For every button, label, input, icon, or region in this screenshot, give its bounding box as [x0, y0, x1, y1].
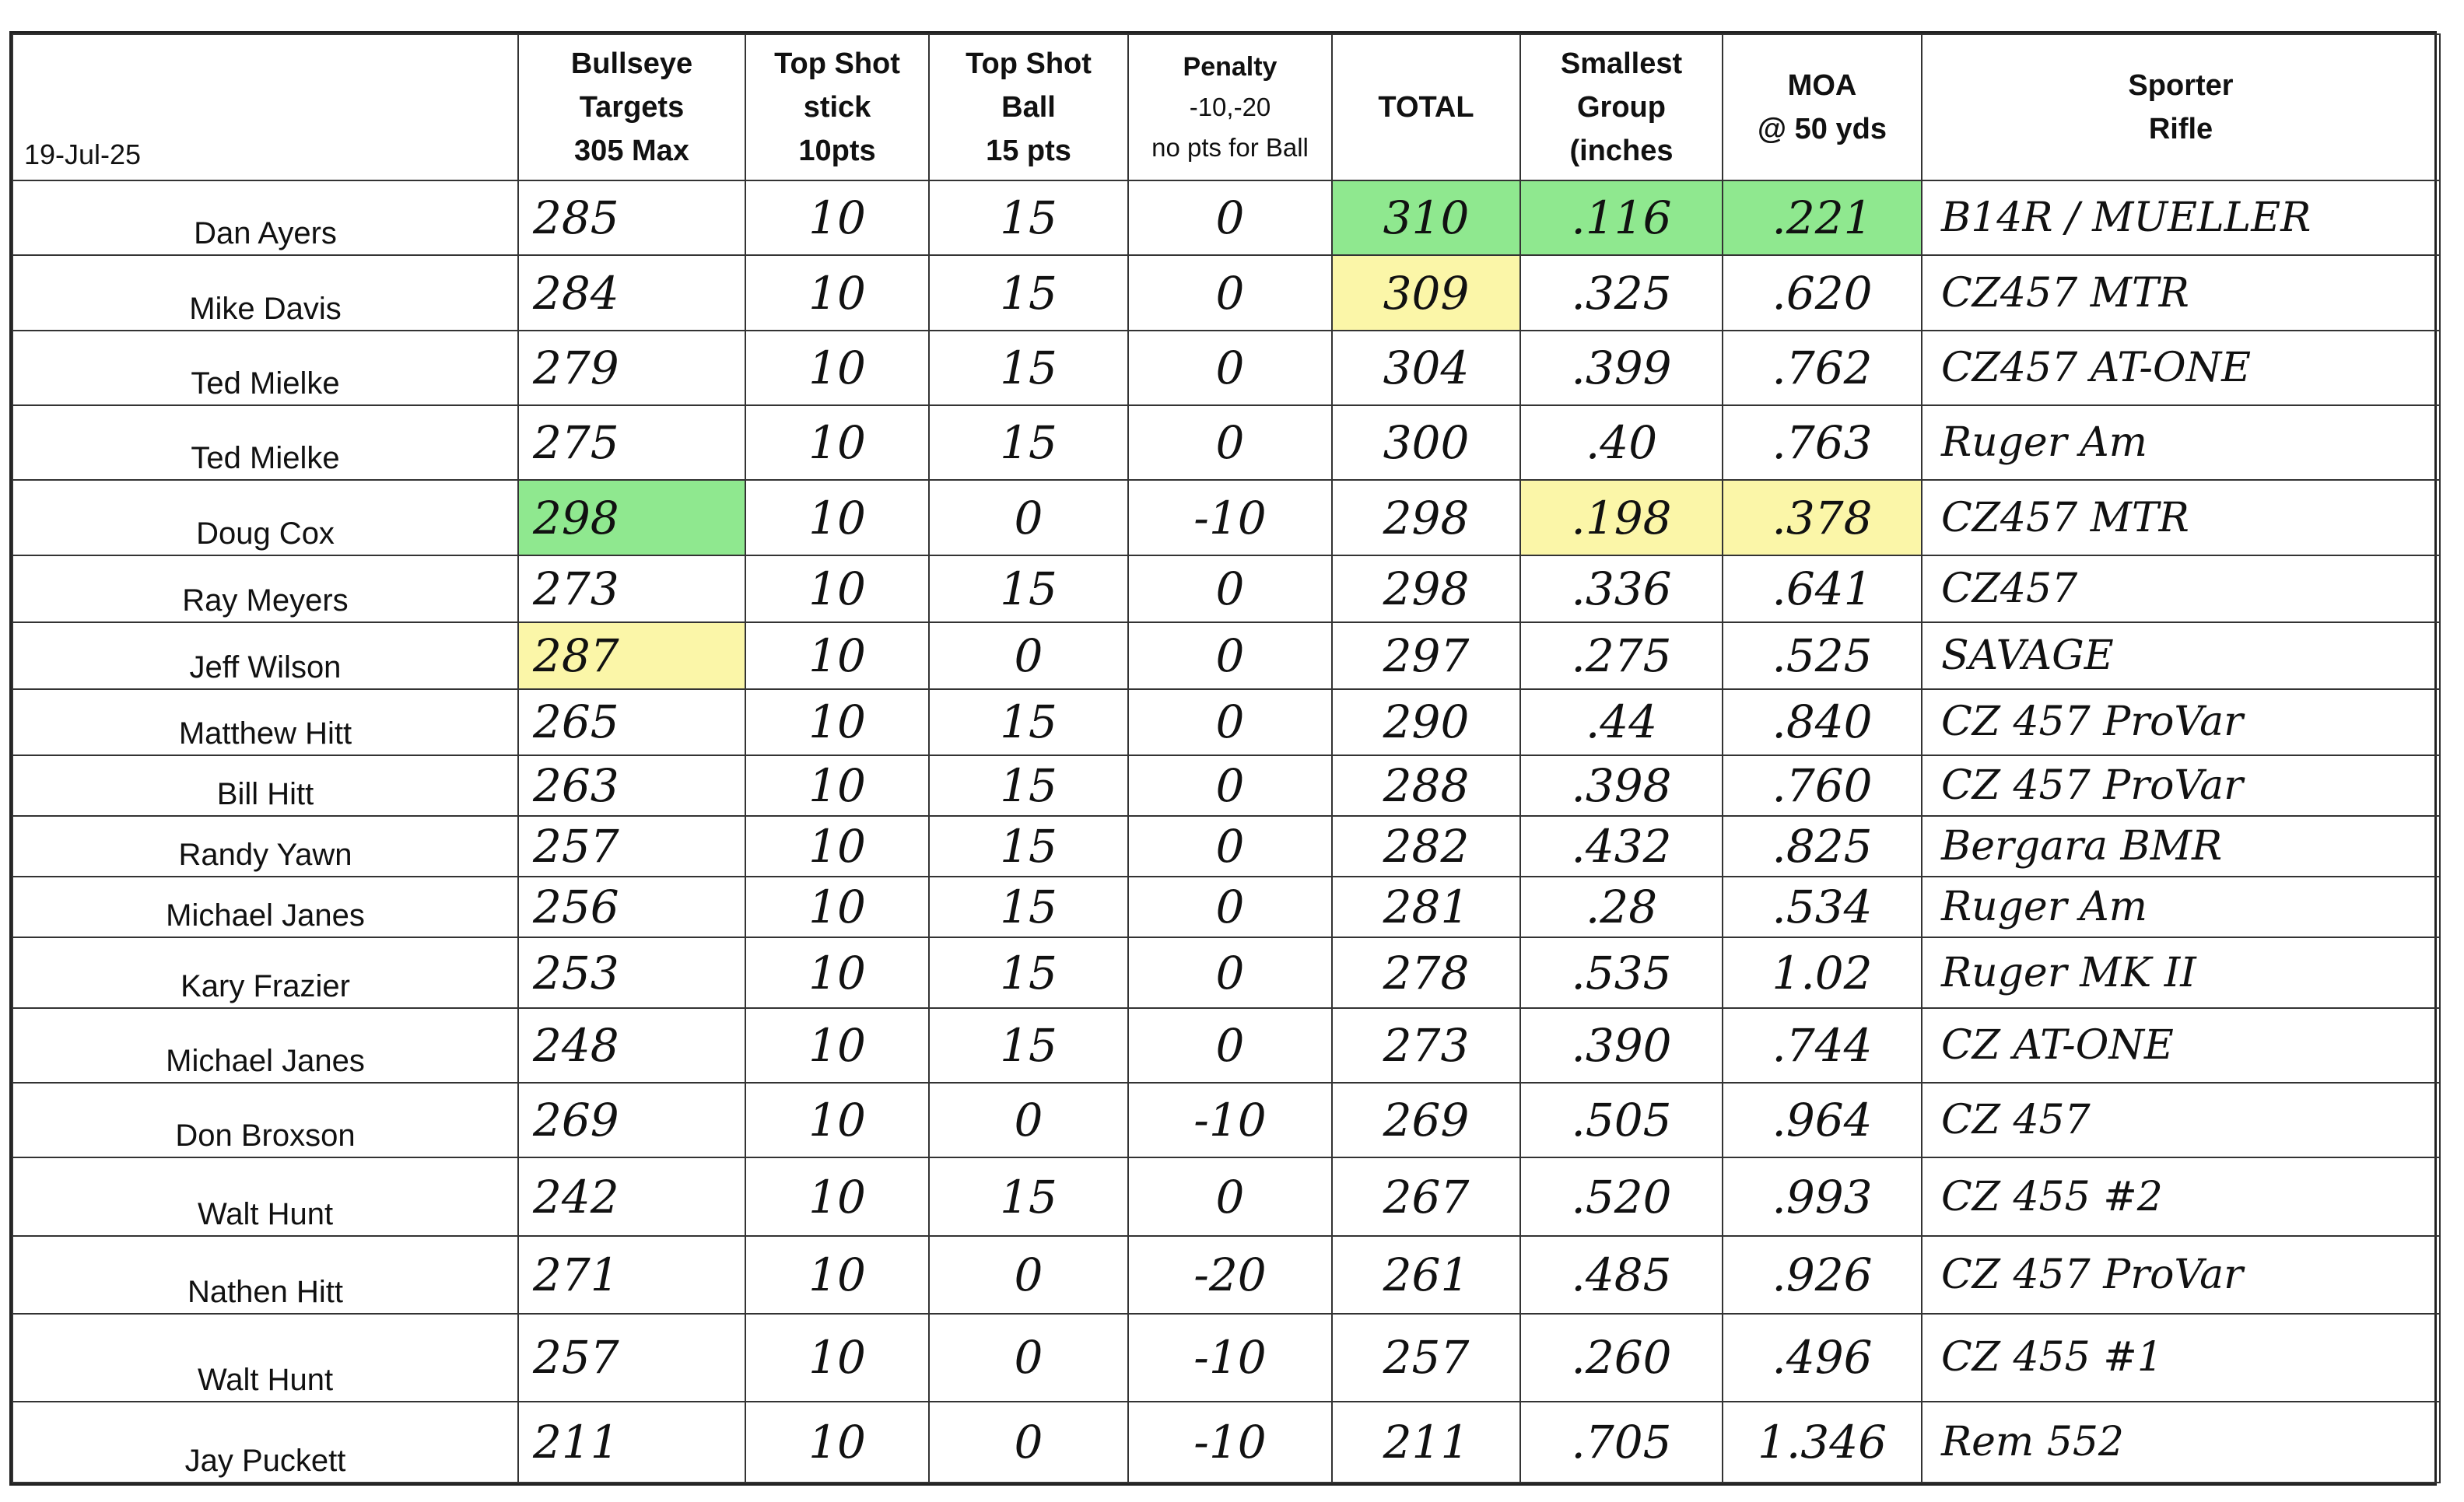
sporter-rifle: CZ 457 ProVar	[1922, 1236, 2440, 1314]
total-score: 273	[1332, 1008, 1520, 1083]
header-line: TOTAL	[1378, 91, 1474, 124]
sporter-rifle: CZ 457 ProVar	[1922, 755, 2440, 816]
moa-value: .926	[1723, 1236, 1922, 1314]
moa-value: .825	[1723, 816, 1922, 877]
shooter-name: Ted Mielke	[12, 331, 518, 405]
penalty-value: 0	[1128, 1008, 1332, 1083]
shooter-name: Kary Frazier	[12, 937, 518, 1007]
total-score: 269	[1332, 1083, 1520, 1157]
top-shot-stick: 10	[745, 480, 929, 555]
shooter-name: Ray Meyers	[12, 555, 518, 622]
sporter-rifle: CZ457 MTR	[1922, 255, 2440, 330]
smallest-group: .398	[1520, 755, 1723, 816]
table-row	[12, 877, 2440, 937]
score-sheet	[9, 31, 2437, 1486]
penalty-value: -10	[1128, 1314, 1332, 1401]
top-shot-stick: 10	[745, 877, 929, 937]
penalty-value: 0	[1128, 255, 1332, 330]
moa-value: .840	[1723, 689, 1922, 755]
sporter-rifle: SAVAGE	[1922, 622, 2440, 689]
shooter-name: Don Broxson	[12, 1083, 518, 1157]
header-line: MOA	[1787, 69, 1857, 102]
smallest-group: .505	[1520, 1083, 1723, 1157]
bullseye-score: 285	[518, 180, 745, 255]
table-row	[12, 480, 2440, 555]
bullseye-score: 273	[518, 555, 745, 622]
top-shot-stick: 10	[745, 816, 929, 877]
header-line: Ball	[1001, 91, 1056, 124]
bullseye-score: 256	[518, 877, 745, 937]
bullseye-score: 263	[518, 755, 745, 816]
moa-value: .221	[1723, 180, 1922, 255]
top-shot-stick: 10	[745, 1402, 929, 1483]
bullseye-score: 284	[518, 255, 745, 330]
bullseye-score: 287	[518, 622, 745, 689]
total-score: 261	[1332, 1236, 1520, 1314]
table-row	[12, 1314, 2440, 1401]
header-line: Bullseye	[570, 47, 693, 80]
table-row	[12, 816, 2440, 877]
header-line: (inches	[1569, 135, 1674, 167]
total-score: 281	[1332, 877, 1520, 937]
table-row	[12, 937, 2440, 1007]
moa-value: .762	[1723, 331, 1922, 405]
penalty-value: 0	[1128, 622, 1332, 689]
moa-value: 1.346	[1723, 1402, 1922, 1483]
smallest-group: .28	[1520, 877, 1723, 937]
top-shot-ball: 15	[929, 937, 1128, 1007]
bullseye-score: 265	[518, 689, 745, 755]
table-row	[12, 405, 2440, 480]
sporter-rifle: Bergara BMR	[1922, 816, 2440, 877]
top-shot-stick: 10	[745, 1157, 929, 1235]
shooter-name: Ted Mielke	[12, 405, 518, 480]
sporter-rifle: Ruger Am	[1922, 877, 2440, 937]
top-shot-ball: 0	[929, 1236, 1128, 1314]
top-shot-ball: 0	[929, 1402, 1128, 1483]
moa-value: .763	[1723, 405, 1922, 480]
header-ball	[929, 34, 1128, 180]
sporter-rifle: CZ AT-ONE	[1922, 1008, 2440, 1083]
top-shot-ball: 15	[929, 331, 1128, 405]
table-row	[12, 1008, 2440, 1083]
table-row	[12, 1083, 2440, 1157]
bullseye-score: 269	[518, 1083, 745, 1157]
table-row	[12, 180, 2440, 255]
table-row	[12, 622, 2440, 689]
smallest-group: .399	[1520, 331, 1723, 405]
header-total	[1332, 34, 1520, 180]
penalty-value: 0	[1128, 877, 1332, 937]
penalty-value: 0	[1128, 405, 1332, 480]
bullseye-score: 275	[518, 405, 745, 480]
sporter-rifle: CZ457 MTR	[1922, 480, 2440, 555]
table-row	[12, 755, 2440, 816]
top-shot-stick: 10	[745, 331, 929, 405]
bullseye-score: 242	[518, 1157, 745, 1235]
shooter-name: Matthew Hitt	[12, 689, 518, 755]
bullseye-score: 279	[518, 331, 745, 405]
penalty-value: 0	[1128, 180, 1332, 255]
top-shot-stick: 10	[745, 405, 929, 480]
smallest-group: .520	[1520, 1157, 1723, 1235]
total-score: 278	[1332, 937, 1520, 1007]
header-line: @ 50 yds	[1758, 113, 1887, 145]
total-score: 288	[1332, 755, 1520, 816]
sporter-rifle: CZ 457 ProVar	[1922, 689, 2440, 755]
top-shot-ball: 0	[929, 480, 1128, 555]
bullseye-score: 271	[518, 1236, 745, 1314]
shooter-name: Doug Cox	[12, 480, 518, 555]
penalty-value: 0	[1128, 555, 1332, 622]
top-shot-ball: 0	[929, 622, 1128, 689]
moa-value: .744	[1723, 1008, 1922, 1083]
top-shot-stick: 10	[745, 555, 929, 622]
header-line: Rifle	[2148, 113, 2213, 145]
total-score: 297	[1332, 622, 1520, 689]
header-line: stick	[803, 91, 871, 124]
shooter-name: Walt Hunt	[12, 1157, 518, 1235]
table-row	[12, 1157, 2440, 1235]
penalty-value: 0	[1128, 689, 1332, 755]
sporter-rifle: CZ 455 #1	[1922, 1314, 2440, 1401]
penalty-value: -10	[1128, 480, 1332, 555]
table-row	[12, 689, 2440, 755]
top-shot-stick: 10	[745, 1008, 929, 1083]
table-row	[12, 555, 2440, 622]
moa-value: .760	[1723, 755, 1922, 816]
shooter-name: Mike Davis	[12, 255, 518, 330]
table-row	[12, 1236, 2440, 1314]
top-shot-ball: 15	[929, 180, 1128, 255]
moa-value: .620	[1723, 255, 1922, 330]
header-stick	[745, 34, 929, 180]
bullseye-score: 211	[518, 1402, 745, 1483]
smallest-group: .40	[1520, 405, 1723, 480]
top-shot-ball: 15	[929, 255, 1128, 330]
top-shot-ball: 15	[929, 755, 1128, 816]
header-line: Top Shot	[966, 47, 1092, 80]
sporter-rifle: CZ457 AT-ONE	[1922, 331, 2440, 405]
smallest-group: .390	[1520, 1008, 1723, 1083]
top-shot-stick: 10	[745, 255, 929, 330]
smallest-group: .260	[1520, 1314, 1723, 1401]
bullseye-score: 253	[518, 937, 745, 1007]
smallest-group: .485	[1520, 1236, 1723, 1314]
sporter-rifle: B14R / MUELLER	[1922, 180, 2440, 255]
table-row	[12, 331, 2440, 405]
moa-value: .525	[1723, 622, 1922, 689]
header-line: no pts for Ball	[1151, 133, 1309, 162]
header-moa	[1723, 34, 1922, 180]
top-shot-ball: 0	[929, 1083, 1128, 1157]
total-score: 298	[1332, 480, 1520, 555]
moa-value: .378	[1723, 480, 1922, 555]
scores-table	[12, 33, 2441, 1483]
moa-value: .534	[1723, 877, 1922, 937]
total-score: 267	[1332, 1157, 1520, 1235]
shooter-name: Jeff Wilson	[12, 622, 518, 689]
total-score: 310	[1332, 180, 1520, 255]
shooter-name: Jay Puckett	[12, 1402, 518, 1483]
total-score: 257	[1332, 1314, 1520, 1401]
penalty-value: -10	[1128, 1083, 1332, 1157]
top-shot-stick: 10	[745, 1236, 929, 1314]
total-score: 211	[1332, 1402, 1520, 1483]
top-shot-stick: 10	[745, 937, 929, 1007]
shooter-name: Michael Janes	[12, 877, 518, 937]
top-shot-stick: 10	[745, 622, 929, 689]
shooter-name: Michael Janes	[12, 1008, 518, 1083]
total-score: 290	[1332, 689, 1520, 755]
smallest-group: .116	[1520, 180, 1723, 255]
sporter-rifle: Ruger MK II	[1922, 937, 2440, 1007]
smallest-group: .325	[1520, 255, 1723, 330]
moa-value: .993	[1723, 1157, 1922, 1235]
smallest-group: .535	[1520, 937, 1723, 1007]
total-score: 282	[1332, 816, 1520, 877]
header-line: Smallest	[1560, 47, 1683, 80]
smallest-group: .44	[1520, 689, 1723, 755]
smallest-group: .432	[1520, 816, 1723, 877]
sporter-rifle: Ruger Am	[1922, 405, 2440, 480]
bullseye-score: 298	[518, 480, 745, 555]
sporter-rifle: Rem 552	[1922, 1402, 2440, 1483]
header-line: 10pts	[798, 135, 876, 167]
sporter-rifle: CZ457	[1922, 555, 2440, 622]
smallest-group: .336	[1520, 555, 1723, 622]
top-shot-ball: 0	[929, 1314, 1128, 1401]
top-shot-ball: 15	[929, 816, 1128, 877]
penalty-value: 0	[1128, 937, 1332, 1007]
sporter-rifle: CZ 455 #2	[1922, 1157, 2440, 1235]
penalty-value: -20	[1128, 1236, 1332, 1314]
shooter-name: Bill Hitt	[12, 755, 518, 816]
top-shot-stick: 10	[745, 755, 929, 816]
bullseye-score: 248	[518, 1008, 745, 1083]
moa-value: 1.02	[1723, 937, 1922, 1007]
top-shot-ball: 15	[929, 405, 1128, 480]
shooter-name: Randy Yawn	[12, 816, 518, 877]
top-shot-stick: 10	[745, 1314, 929, 1401]
header-line: Top Shot	[774, 47, 900, 80]
header-line: Penalty	[1183, 52, 1278, 82]
penalty-value: 0	[1128, 331, 1332, 405]
table-row	[12, 1402, 2440, 1483]
penalty-value: 0	[1128, 755, 1332, 816]
header-line: Sporter	[2128, 69, 2234, 102]
bullseye-score: 257	[518, 1314, 745, 1401]
total-score: 300	[1332, 405, 1520, 480]
shooter-name: Dan Ayers	[12, 180, 518, 255]
moa-value: .496	[1723, 1314, 1922, 1401]
penalty-value: -10	[1128, 1402, 1332, 1483]
smallest-group: .705	[1520, 1402, 1723, 1483]
date-label: 19-Jul-25	[12, 34, 518, 180]
smallest-group: .275	[1520, 622, 1723, 689]
top-shot-ball: 15	[929, 555, 1128, 622]
header-penalty	[1128, 34, 1332, 180]
header-line: Group	[1577, 91, 1666, 124]
shooter-name: Walt Hunt	[12, 1314, 518, 1401]
header-bullseye	[518, 34, 745, 180]
total-score: 309	[1332, 255, 1520, 330]
header-line: -10,-20	[1189, 93, 1271, 121]
shooter-name: Nathen Hitt	[12, 1236, 518, 1314]
moa-value: .964	[1723, 1083, 1922, 1157]
sporter-rifle: CZ 457	[1922, 1083, 2440, 1157]
header-line: Targets	[579, 91, 685, 124]
top-shot-ball: 15	[929, 1157, 1128, 1235]
scores-body	[12, 180, 2440, 1483]
header-line: 15 pts	[986, 135, 1071, 167]
top-shot-stick: 10	[745, 180, 929, 255]
top-shot-stick: 10	[745, 1083, 929, 1157]
total-score: 304	[1332, 331, 1520, 405]
header-rifle	[1922, 34, 2440, 180]
top-shot-stick: 10	[745, 689, 929, 755]
header-group	[1520, 34, 1723, 180]
top-shot-ball: 15	[929, 877, 1128, 937]
header-line: 305 Max	[574, 135, 689, 167]
bullseye-score: 257	[518, 816, 745, 877]
top-shot-ball: 15	[929, 689, 1128, 755]
total-score: 298	[1332, 555, 1520, 622]
penalty-value: 0	[1128, 1157, 1332, 1235]
header-row	[12, 34, 2440, 180]
penalty-value: 0	[1128, 816, 1332, 877]
top-shot-ball: 15	[929, 1008, 1128, 1083]
table-row	[12, 255, 2440, 330]
smallest-group: .198	[1520, 480, 1723, 555]
moa-value: .641	[1723, 555, 1922, 622]
